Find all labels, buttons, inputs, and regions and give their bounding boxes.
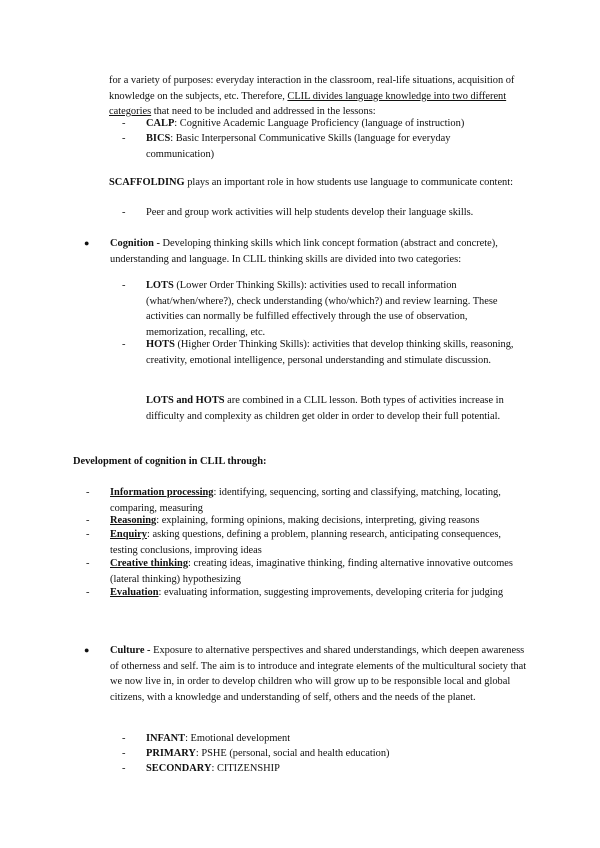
dash-marker: - (86, 515, 90, 526)
lots-hots-term: LOTS and HOTS (146, 395, 225, 406)
dash-marker: - (122, 733, 126, 744)
list-item (122, 731, 522, 747)
evaluation-text: : evaluating information, suggesting improvements, developing criteria for judging (158, 587, 504, 598)
development-heading: Development of cognition in CLIL through: (73, 456, 267, 467)
intro-text-1: for a variety of purposes: everyday interaction in the classroom, real-life situations, acquisition of knowledge on the subjects, etc. Therefore, (109, 75, 515, 102)
creative-thinking-term: Creative thinking (110, 558, 189, 569)
scaffolding-term: SCAFFOLDING (109, 177, 185, 188)
dash-marker: - (122, 748, 126, 759)
hots-text: (Higher Order Thinking Skills): activities that develop thinking skills, reasoning, creativity, emotional intelligence, personal understanding and stimulate discussion. (146, 339, 514, 366)
dash-marker: - (86, 587, 90, 598)
culture-bullet (84, 643, 534, 705)
list-item (122, 116, 522, 132)
list-item (86, 585, 536, 601)
lots-term: LOTS (146, 280, 174, 291)
reasoning-term: Reasoning (110, 515, 157, 526)
culture-term: Culture - (110, 645, 154, 656)
list-item (86, 527, 536, 558)
calp-term: CALP (146, 118, 175, 129)
creative-thinking-text: : creating ideas, imaginative thinking, finding alternative innovative outcomes (lateral thinking) hypothesizing (110, 558, 513, 585)
dash-marker: - (122, 339, 126, 350)
scaffolding-text: plays an important role in how students use language to communicate content: (184, 177, 514, 188)
info-processing-text: : identifying, sequencing, sorting and classifying, matching, locating, comparing, measuring (110, 487, 501, 514)
intro-paragraph (109, 73, 529, 120)
lots-hots-paragraph (146, 393, 531, 424)
hots-term: HOTS (146, 339, 175, 350)
list-item (122, 278, 532, 340)
dash-marker: - (86, 558, 90, 569)
dash-marker: - (122, 280, 126, 291)
infant-text: : Emotional development (185, 733, 291, 744)
dash-marker: - (86, 487, 90, 498)
secondary-text: : CITIZENSHIP (211, 763, 280, 774)
lots-hots-text: are combined in a CLIL lesson. Both types of activities increase in difficulty and complexity as children get older in order to develop their full potential. (146, 395, 504, 422)
bullet-marker: ● (84, 238, 90, 248)
dash-marker: - (122, 118, 126, 129)
primary-text: : PSHE (personal, social and health education) (195, 748, 390, 759)
scaffolding-paragraph (109, 175, 519, 191)
reasoning-text: : explaining, forming opinions, making decisions, interpreting, giving reasons (156, 515, 480, 526)
intro-underlined: CLIL divides language knowledge into two different categories (109, 90, 507, 117)
list-item (122, 761, 522, 777)
bullet-marker: ● (84, 645, 90, 655)
list-item (122, 337, 532, 368)
infant-term: INFANT (146, 733, 186, 744)
info-processing-term: Information processing (110, 487, 214, 498)
bics-term: BICS (146, 133, 171, 144)
cognition-text: Developing thinking skills which link concept formation (abstract and concrete), understanding and language. In CLIL thinking skills are divided into two categories: (110, 238, 498, 265)
cognition-bullet (84, 236, 534, 267)
culture-text: Exposure to alternative perspectives and shared understandings, which deepen awareness of otherness and self. The aim is to introduce and integrate elements of the multicultural society that we now live in, in order to develop children who will grow up to be responsible local and global citizens, with a knowledge and understanding of self, others and the needs of the planet. (110, 645, 527, 703)
intro-text-2: that need to be included and addressed in the lessons: (151, 106, 376, 117)
primary-term: PRIMARY (146, 748, 196, 759)
cognition-term: Cognition - (110, 238, 163, 249)
list-item (86, 556, 536, 587)
list-item (122, 131, 522, 162)
evaluation-term: Evaluation (110, 587, 159, 598)
list-item (122, 746, 522, 762)
dash-marker: - (86, 529, 90, 540)
list-item (86, 485, 536, 516)
dash-marker: - (122, 763, 126, 774)
calp-text: : Cognitive Academic Language Proficiency (language of instruction) (174, 118, 465, 129)
list-item (122, 205, 542, 221)
bics-text: : Basic Interpersonal Communicative Skills (language for everyday communication) (146, 133, 451, 160)
scaffolding-item: Peer and group work activities will help students develop their language skills. (146, 207, 474, 218)
secondary-term: SECONDARY (146, 763, 212, 774)
dash-marker: - (122, 133, 126, 144)
lots-text: (Lower Order Thinking Skills): activities used to recall information (what/when/where?), check understanding (who/which?) and review learning. These activities can normally be fulfilled effectively through the use of observation, memorization, recalling, etc. (146, 280, 498, 338)
dash-marker: - (122, 207, 126, 218)
enquiry-term: Enquiry (110, 529, 147, 540)
enquiry-text: : asking questions, defining a problem, planning research, anticipating consequences, testing conclusions, improving ideas (110, 529, 502, 556)
